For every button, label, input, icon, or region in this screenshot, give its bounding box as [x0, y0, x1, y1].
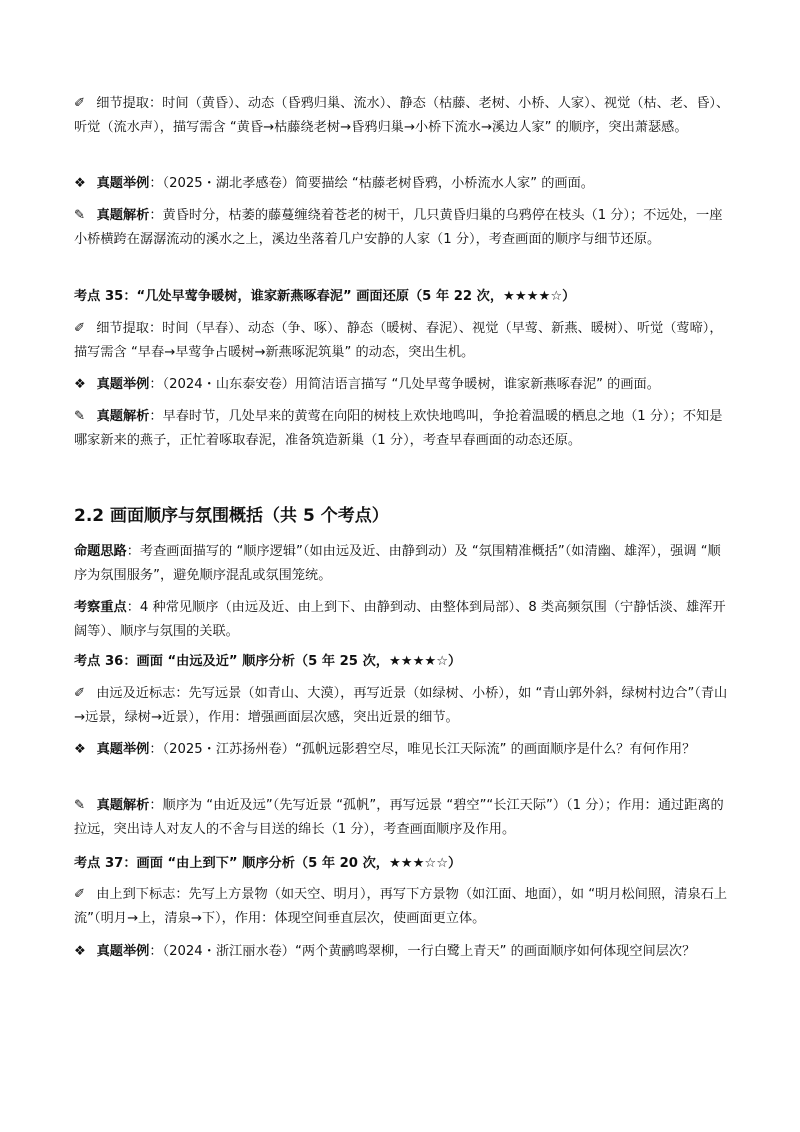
- pen-icon: ✎: [74, 208, 86, 223]
- exam-focus-label: 考察重点: [74, 600, 127, 615]
- kaodian-35-heading: 考点 35：“几处早莺争暖树，谁家新燕啄春泥” 画面还原（5 年 22 次，★★★★☆）: [74, 289, 576, 304]
- exam-analysis-label: 真题解析: [92, 409, 150, 424]
- detail-paragraph: [74, 92, 730, 140]
- exam-example-label: 真题举例: [92, 377, 150, 392]
- pen-icon: ✎: [74, 798, 86, 813]
- diamond-bullet-icon: ❖: [74, 377, 86, 392]
- paragraph-text: 细节提取：时间（黄昏）、动态（昏鸦归巢、流水）、静态（枯藤、老树、小桥、人家）、视觉（枯、老、昏）、听觉（流水声），描写需含 “黄昏→枯藤绕老树→昏鸦归巢→小桥下流水→溪边人家” 的顺序，突出萧瑟感。: [74, 96, 730, 135]
- pencil-icon: ✐: [74, 321, 86, 336]
- paragraph-text: ：（2025・湖北孝感卷）简要描绘 “枯藤老树昏鸦，小桥流水人家” 的画面。: [149, 176, 594, 191]
- exam-example-label: 真题举例: [92, 742, 150, 757]
- paragraph-text: 由上到下标志：先写上方景物（如天空、明月），再写下方景物（如江面、地面），如 “明月松间照，清泉石上流”（明月→上，清泉→下），作用：体现空间垂直层次，使画面更立体。: [74, 887, 728, 926]
- kaodian-37-heading: 考点 37：画面 “由上到下” 顺序分析（5 年 20 次，★★★☆☆）: [74, 856, 462, 871]
- detail-paragraph: [74, 317, 730, 365]
- paragraph-text: ：（2025・江苏扬州卷）“孤帆远影碧空尽，唯见长江天际流” 的画面顺序是什么？有何作用？: [149, 742, 696, 757]
- paragraph-text: ：黄昏时分，枯萎的藤蔓缠绕着苍老的树干，几只黄昏归巢的乌鸦停在枝头（1 分）；不远处，一座小桥横跨在潺潺流动的溪水之上，溪边坐落着几户安静的人家（1 分），考查画面的顺序与细节还原。: [74, 208, 723, 247]
- exam-example-label: 真题举例: [92, 944, 150, 959]
- exam-example-paragraph: [74, 940, 730, 964]
- exam-analysis-label: 真题解析: [92, 208, 150, 223]
- exam-analysis-paragraph: [74, 794, 730, 842]
- exam-analysis-paragraph: [74, 405, 730, 453]
- paragraph-text: 由远及近标志：先写远景（如青山、大漠），再写近景（如绿树、小桥），如 “青山郭外斜，绿树村边合”（青山→远景，绿树→近景），作用：增强画面层次感，突出近景的细节。: [74, 686, 728, 725]
- diamond-bullet-icon: ❖: [74, 944, 86, 959]
- exam-example-label: 真题举例: [92, 176, 150, 191]
- paragraph-text: ：（2024・浙江丽水卷）“两个黄鹂鸣翠柳，一行白鹭上青天” 的画面顺序如何体现空间层次？: [149, 944, 696, 959]
- paragraph-text: ：考查画面描写的 “顺序逻辑”（如由远及近、由静到动）及 “氛围精准概括”（如清幽、雄浑），强调 “顺序为氛围服务”，避免顺序混乱或氛围笼统。: [74, 544, 721, 583]
- paragraph-text: 细节提取：时间（早春）、动态（争、啄）、静态（暖树、春泥）、视觉（早莺、新燕、暖树）、听觉（莺啼），描写需含 “早春→早莺争占暖树→新燕啄泥筑巢” 的动态，突出生机。: [74, 321, 723, 360]
- pencil-icon: ✐: [74, 686, 86, 701]
- proposition-idea-paragraph: [74, 540, 730, 588]
- paragraph-text: ：4 种常见顺序（由远及近、由上到下、由静到动、由整体到局部）、8 类高频氛围（宁静恬淡、雄浑开阔等）、顺序与氛围的关联。: [74, 600, 726, 639]
- detail-paragraph: [74, 682, 730, 730]
- exam-analysis-paragraph: [74, 204, 730, 252]
- pencil-icon: ✐: [74, 96, 86, 111]
- paragraph-text: ：（2024・山东泰安卷）用简洁语言描写 “几处早莺争暖树，谁家新燕啄春泥” 的画面。: [149, 377, 660, 392]
- diamond-bullet-icon: ❖: [74, 176, 86, 191]
- exam-analysis-label: 真题解析: [92, 798, 150, 813]
- diamond-bullet-icon: ❖: [74, 742, 86, 757]
- detail-paragraph: [74, 883, 730, 931]
- exam-example-paragraph: [74, 373, 730, 397]
- paragraph-text: ：顺序为 “由近及远”（先写近景 “孤帆”，再写远景 “碧空”“长江天际”）（1 分）；作用：通过距离的拉远，突出诗人对友人的不舍与目送的绵长（1 分），考查画面顺序及作用。: [74, 798, 724, 837]
- exam-example-paragraph: [74, 738, 730, 762]
- kaodian-36-heading: 考点 36：画面 “由远及近” 顺序分析（5 年 25 次，★★★★☆）: [74, 654, 462, 669]
- pen-icon: ✎: [74, 409, 86, 424]
- proposition-idea-label: 命题思路: [74, 544, 127, 559]
- exam-example-paragraph: [74, 172, 730, 196]
- pencil-icon: ✐: [74, 887, 86, 902]
- section-2-2-title: 2.2 画面顺序与氛围概括（共 5 个考点）: [74, 506, 389, 526]
- exam-focus-paragraph: [74, 596, 730, 644]
- paragraph-text: ：早春时节，几处早来的黄莺在向阳的树枝上欢快地鸣叫，争抢着温暖的栖息之地（1 分）；不知是哪家新来的燕子，正忙着啄取春泥，准备筑造新巢（1 分），考查早春画面的动态还原。: [74, 409, 723, 448]
